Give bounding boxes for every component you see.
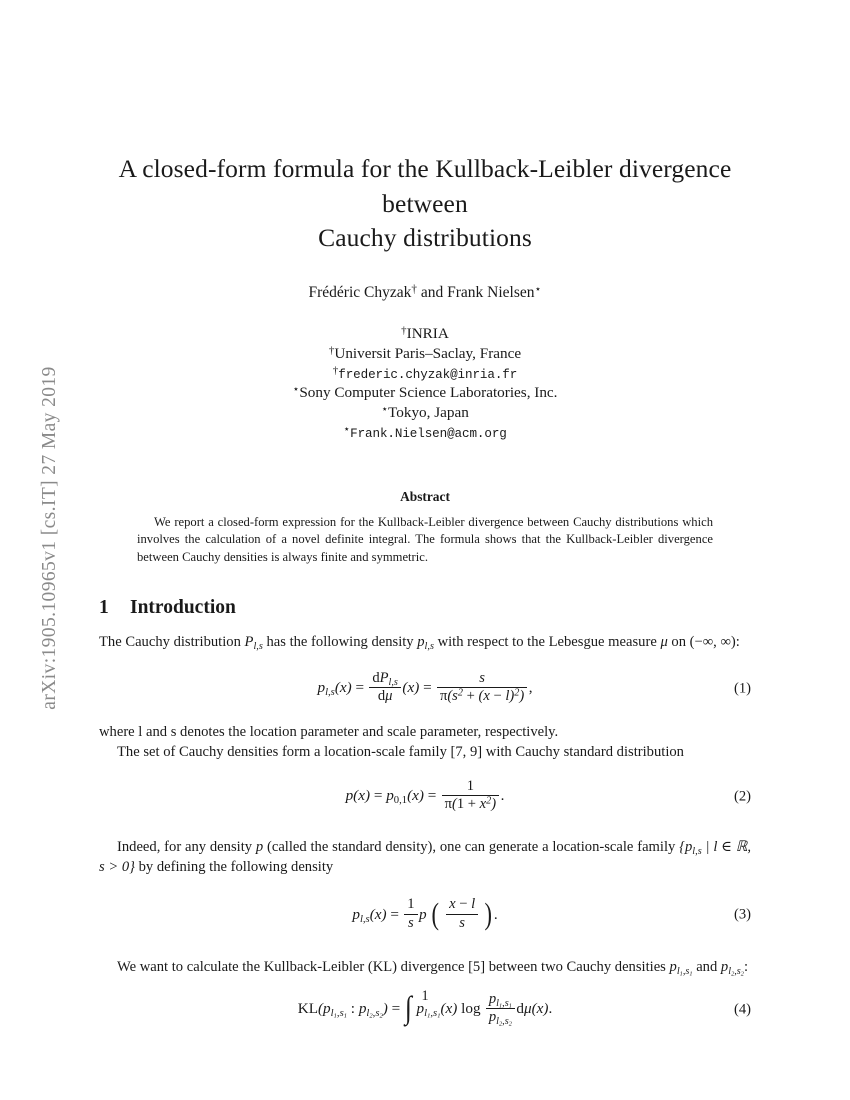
title-line-1: A closed-form formula for the Kullback-Leibler divergence between: [118, 154, 732, 218]
affiliation-mark-2: †: [328, 344, 335, 357]
symbol-mu: μ: [660, 634, 668, 651]
integral-icon: ∫: [404, 990, 412, 1026]
equation-1: [99, 671, 751, 706]
affiliation-line-inria: [99, 324, 751, 344]
equation-3-body: $p_{l,s}(x)$ = $\frac{1}{s}$ p ( $\frac{x - l}{s}$ ).: [352, 896, 498, 932]
eq3-frac-x-minus-l-over-s: $\frac{x - l}{s}$: [446, 896, 478, 931]
affiliation-text-5: Tokyo, Japan: [388, 404, 469, 422]
author-conjunction: and: [420, 284, 444, 302]
equation-4-number: (4): [733, 1001, 751, 1018]
eq3-frac-one-over-s: $\frac{1}{s}$: [404, 896, 417, 931]
affiliation-text-2: Universit Paris–Saclay, France: [334, 344, 522, 362]
equation-2: [99, 779, 751, 814]
para1-text-c: with respect to the Lebesgue measure: [433, 634, 661, 651]
para1-text-a: The Cauchy distribution: [99, 634, 245, 651]
set-condition: | l ∈ ℝ, s > 0}: [99, 839, 752, 875]
author-2-footnote-mark: ⋆: [534, 283, 542, 296]
affiliation-mark-6: ⋆: [343, 423, 351, 436]
abstract-heading: Abstract: [400, 488, 450, 504]
paragraph-location-scale-family: The set of Cauchy densities form a location-scale family [7, 9] with Cauchy standard distribution: [117, 743, 684, 760]
symbol-p-ls: $p_{l,s}$: [417, 634, 434, 653]
affiliation-line-tokyo: [99, 403, 751, 423]
author-line: [99, 284, 751, 302]
eq4-frac-density-ratio: $\frac{p_{l_1,s_1}}{p_{l_2,s_2}}$: [486, 991, 515, 1026]
title-line-2: Cauchy distributions: [318, 223, 532, 253]
symbol-set-p-ls: {$p_{l,s}$: [679, 839, 702, 858]
symbol-p-l2-s2: $p_{l_2,s_2}$: [720, 959, 744, 978]
para1-text-b: has the following density: [262, 634, 418, 651]
eq2-frac-standard-density: $\frac{1}{\pi(1 + x^2)}$: [442, 778, 500, 813]
affiliation-text-1: INRIA: [406, 325, 449, 343]
abstract-text: We report a closed-form expression for the Kullback-Leibler divergence between Cauchy distributions which involves the calculation of a novel definite integral. The formula shows that the Kullback-Leibler divergence between Cauchy densities is always finite and symmetric.: [137, 514, 713, 564]
equation-1-body: $p_{l,s}(x)$ = $\frac{dP_{l,s}}{d\mu}$ (x) = $\frac{s}{\pi(s^2 + (x - l)^2)}$ ,: [317, 669, 533, 704]
equation-1-number: (1): [733, 680, 751, 697]
affiliation-mark-5: ⋆: [381, 403, 389, 416]
equation-2-number: (2): [733, 788, 751, 805]
page-title: [99, 152, 751, 256]
paragraph-where-l-and-s: where l and s denotes the location parameter and scale parameter, respectively.: [99, 724, 559, 741]
author-1-footnote-mark: †: [411, 283, 417, 296]
affiliations-block: [99, 324, 751, 443]
email-chyzak[interactable]: frederic.chyzak@inria.fr: [338, 367, 518, 382]
affiliation-line-sony: [99, 383, 751, 403]
paper-page: [99, 0, 751, 1100]
eq3-right-paren: ): [484, 896, 493, 932]
para1-text-d: on (−∞, ∞):: [667, 634, 740, 651]
affiliation-line-email-2: [99, 423, 751, 443]
section-title: Introduction: [130, 597, 236, 619]
equation-3: [99, 897, 751, 933]
section-heading-introduction: [99, 597, 751, 619]
author-1-name: Frédéric Chyzak: [308, 284, 412, 302]
eq1-frac-density: $\frac{s}{\pi(s^2 + (x - l)^2)}$: [437, 670, 527, 705]
affiliation-line-email-1: [99, 364, 751, 384]
affiliation-mark-3: †: [332, 363, 339, 376]
eq3-left-paren: (: [431, 896, 440, 932]
symbol-p: p: [255, 839, 264, 856]
eq1-frac-dP-dmu: $\frac{dP_{l,s}}{d\mu}$: [369, 670, 401, 705]
symbol-p-l1-s1: $p_{l_1,s_1}$: [669, 959, 693, 978]
paragraph-indeed-any-density: Indeed, for any density p (called the standard density), one can generate a location-scale family {$p_{l,s}$ | l ∈ ℝ, s > 0} by defining the following density: [99, 839, 752, 875]
abstract-section: [137, 489, 713, 567]
equation-4-body: $KL(p_{l_1,s_1}$ : $p_{l_2,s_2}$) = ∫ $p_{l_1,s_1}(x)$ log $\frac{p_{l_1,s_1}}{p_{l_2,s_2}}$ dμ(x).: [297, 990, 553, 1028]
paragraph-cauchy-definition: [99, 633, 751, 652]
equation-3-number: (3): [733, 906, 751, 923]
arxiv-stamp: [0, 0, 70, 1100]
affiliation-mark-1: †: [401, 324, 407, 337]
author-2-name: Frank Nielsen: [447, 284, 535, 302]
arxiv-stamp-text: arXiv:1905.10965v1 [cs.IT] 27 May 2019: [39, 366, 60, 710]
affiliation-mark-4: ⋆: [292, 383, 300, 396]
affiliation-text-4: Sony Computer Science Laboratories, Inc.: [299, 384, 558, 402]
paragraph-kl-divergence-intro: We want to calculate the Kullback-Leibler (KL) divergence [5] between two Cauchy densities $p_{l_1,s_1}$ and $p_{l_2,s_2}$:: [117, 959, 749, 978]
equation-2-body: $p(x) = p_{0,1}(x)$ = $\frac{1}{\pi(1 + x^2)}$ .: [345, 777, 505, 813]
section-number: 1: [99, 597, 109, 619]
symbol-P-ls: $P_{l,s}$: [244, 634, 263, 653]
email-nielsen[interactable]: Frank.Nielsen@acm.org: [350, 426, 507, 441]
page-number: 1: [421, 988, 429, 1004]
affiliation-line-university: [99, 344, 751, 364]
